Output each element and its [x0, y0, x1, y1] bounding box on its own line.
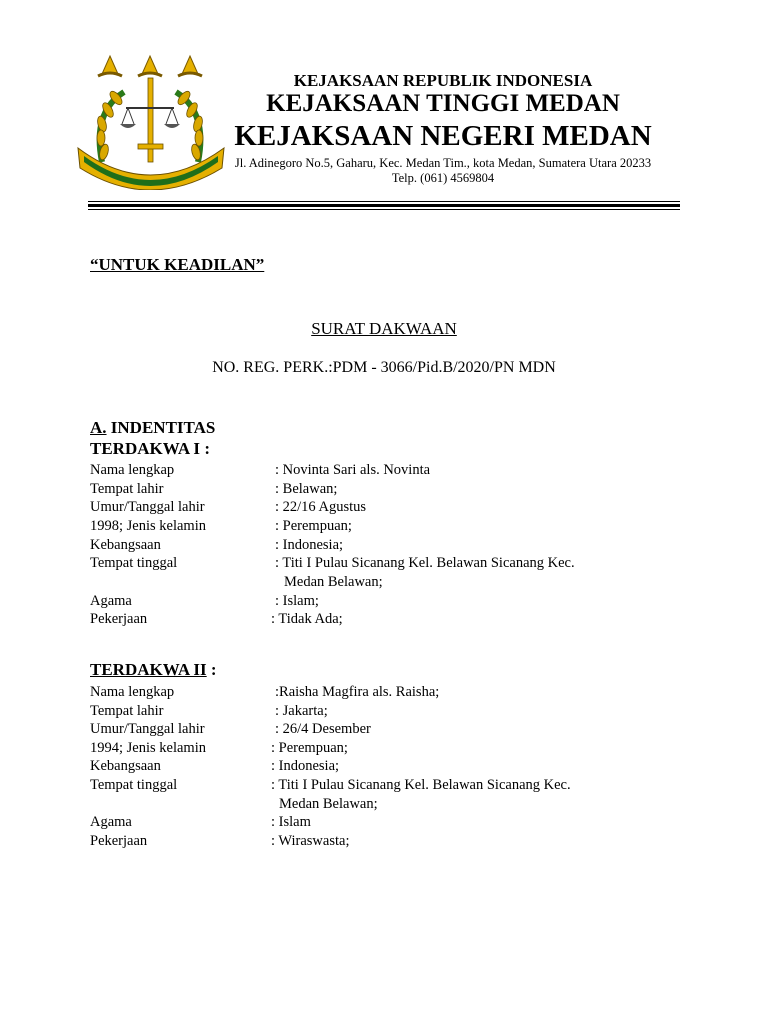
defendant2-heading: TERDAKWA II : [90, 660, 217, 679]
section-a-heading: A. INDENTITAS [90, 418, 216, 437]
letterhead-line1: KEJAKSAAN REPUBLIK INDONESIA [293, 71, 593, 90]
d1-label-religion: Agama [90, 593, 132, 609]
letterhead-phone: Telp. (061) 4569804 [391, 171, 495, 185]
d1-value-gender: : Perempuan; [275, 518, 352, 534]
defendant1-heading: TERDAKWA I : [90, 439, 210, 458]
document-title: SURAT DAKWAAN [311, 319, 457, 338]
d1-value-residence: : Titi I Pulau Sicanang Kel. Belawan Sicanang Kec. [275, 555, 575, 571]
letterhead-line3: KEJAKSAAN NEGERI MEDAN [234, 120, 652, 152]
d1-label-birthplace: Tempat lahir [90, 481, 164, 497]
kejaksaan-emblem-logo [72, 52, 230, 190]
d2-value-residence: : Titi I Pulau Sicanang Kel. Belawan Sicanang Kec. [271, 777, 571, 793]
d2-value-religion: : Islam [271, 814, 311, 830]
d2-value-name: :Raisha Magfira als. Raisha; [275, 684, 440, 700]
d2-label-age: Umur/Tanggal lahir [90, 721, 205, 737]
motto: “UNTUK KEADILAN” [90, 255, 265, 274]
d2-label-gender: 1994; Jenis kelamin [90, 740, 206, 756]
registration-number: NO. REG. PERK.:PDM - 3066/Pid.B/2020/PN MDN [212, 359, 556, 376]
header-rule-thick [88, 204, 680, 207]
d1-label-occupation: Pekerjaan [90, 611, 148, 627]
d1-value-age: : 22/16 Agustus [275, 499, 367, 515]
d2-value-nationality: : Indonesia; [271, 758, 340, 774]
d1-label-name: Nama lengkap [90, 462, 175, 478]
header-rule-thin-bottom [88, 209, 680, 210]
d1-value-birthplace: : Belawan; [275, 481, 338, 497]
letterhead-line2: KEJAKSAAN TINGGI MEDAN [266, 90, 620, 117]
d2-label-religion: Agama [90, 814, 132, 830]
d2-value-age: : 26/4 Desember [275, 721, 371, 737]
letterhead-address: Jl. Adinegoro No.5, Gaharu, Kec. Medan Tim., kota Medan, Sumatera Utara 20233 [234, 156, 652, 170]
d2-label-birthplace: Tempat lahir [90, 703, 164, 719]
d2-label-name: Nama lengkap [90, 684, 175, 700]
d2-value-residence-cont: Medan Belawan; [279, 796, 378, 812]
d2-value-birthplace: : Jakarta; [275, 703, 328, 719]
d1-label-gender: 1998; Jenis kelamin [90, 518, 206, 534]
header-rule-thin-top [88, 201, 680, 202]
d2-label-residence: Tempat tinggal [90, 777, 178, 793]
d2-label-occupation: Pekerjaan [90, 833, 148, 849]
d1-value-religion: : Islam; [275, 593, 319, 609]
d2-label-nationality: Kebangsaan [90, 758, 161, 774]
d1-label-nationality: Kebangsaan [90, 537, 161, 553]
d1-value-occupation: : Tidak Ada; [271, 611, 343, 627]
d1-value-nationality: : Indonesia; [275, 537, 344, 553]
d1-value-residence-cont: Medan Belawan; [284, 574, 383, 590]
d2-value-gender: : Perempuan; [271, 740, 348, 756]
d1-label-age: Umur/Tanggal lahir [90, 499, 205, 515]
d1-value-name: : Novinta Sari als. Novinta [275, 462, 431, 478]
d2-value-occupation: : Wiraswasta; [271, 833, 350, 849]
d1-label-residence: Tempat tinggal [90, 555, 178, 571]
